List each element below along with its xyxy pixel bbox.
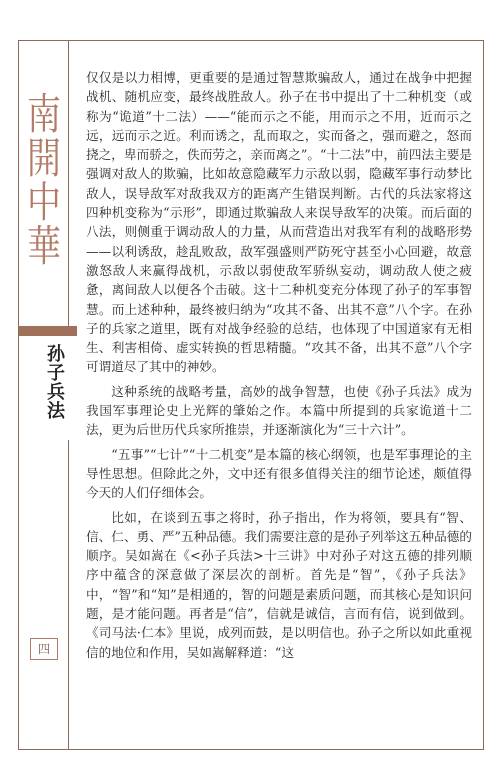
paragraph: “五事”“七计”“十二机变”是本篇的核心纲领，也是军事理论的主导性思想。但除此之外，文中还有很多值得关注的细节论述，颇值得今天的人们仔细体会。: [86, 446, 472, 501]
seal-char: 開: [27, 134, 61, 184]
paragraph: 仅仅是以力相博，更重要的是通过智慧欺骗敌人，通过在战争中把握战机、随机应变，最终战胜敌人。孙子在书中提出了十二种机变（或称为“诡道”十二法）——“能而示之不能，用而示之不用，近而示之远，远而示之近。利而诱之，乱而取之，实而备之，强而避之，怒而挠之，卑而骄之，佚而劳之，亲而离之”。“十二法”中，前四法主要是强调对敌人的欺骗，比如故意隐藏军力示敌以弱，隐藏军事行动梦比敌人，误导敌军对敌我双方的距离产生错误判断。古代的兵法家将这四种机变称为“示形”，即通过欺骗敌人来误导敌军的决策。而后面的八法，则侧重于调动敌人的力量，从而营造出对我军有利的战略形势——以利诱敌，趁乱败敌，敌军强盛则严防死守甚至小心回避，故意激怒敌人来赢得战机，示敌以弱使敌军骄纵妄动，调动敌人使之疲惫，离间敌人以便各个击破。这十二种机变充分体现了孙子的军事智慧。而上述种种，最终被归纳为“攻其不备、出其不意”八个字。在孙子的兵家之道里，既有对战争经验的总结，也体现了中国道家有无相生、利害相倚、虚实转换的哲思精髓。“攻其不备，出其不意”八个字可谓道尽了其中的神妙。: [86, 70, 472, 375]
sidebar: [19, 41, 69, 749]
main-text: [86, 68, 472, 662]
tab-bar: [19, 326, 77, 336]
seal-char: 華: [27, 222, 61, 272]
seal-char: 中: [27, 178, 61, 228]
series-seal-logo: [25, 90, 63, 272]
page-number: 四: [30, 638, 58, 660]
chapter-tab: [19, 326, 79, 440]
paragraph: 比如，在谈到五事之将时，孙子指出，作为将领，要具有“智、信、仁、勇、严”五种品德。我们需要注意的是孙子列举这五种品德的顺序。吴如嵩在《<孙子兵法>十三讲》中对孙子对这五德的排列顺序中蕴含的深意做了深层次的剖析。首先是“智”，《孙子兵法》中，“智”和“知”是相通的，智的问题是素质问题，而其核心是知识问题，是才能问题。再者是“信”，信就是诚信，言而有信，说到做到。《司马法·仁本》里说，成列而鼓，是以明信也。孙子之所以如此重视信的地位和作用，吴如嵩解释道：“这: [86, 509, 472, 660]
book-title: 孙子兵法: [44, 344, 65, 420]
paragraph: 这种系统的战略考量，高妙的战争智慧，也使《孙子兵法》成为我国军事理论史上光辉的肇始之作。本篇中所提到的兵家诡道十二法，更为后世历代兵家所推崇，并逐渐演化为“三十六计”。: [86, 383, 472, 438]
seal-char: 南: [27, 90, 61, 140]
